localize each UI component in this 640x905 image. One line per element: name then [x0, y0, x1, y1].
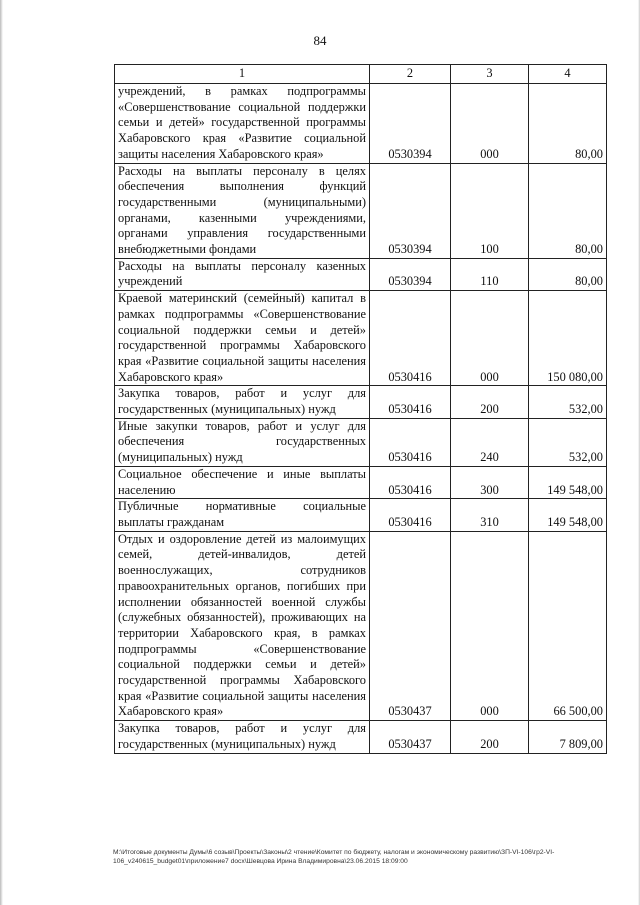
row-code: 0530416 — [370, 466, 451, 498]
row-code: 0530394 — [370, 258, 451, 290]
row-code: 0530437 — [370, 721, 451, 753]
row-name: Краевой материнский (семейный) капитал в рамках подпрограммы «Совершенствование социальной поддержки семьи и детей» государственной программы Хабаровского края «Развитие социальной защиты населения Хабаровского края» — [115, 291, 370, 386]
row-vr: 000 — [451, 531, 529, 720]
row-code: 0530416 — [370, 386, 451, 418]
row-vr: 110 — [451, 258, 529, 290]
row-code: 0530416 — [370, 418, 451, 466]
row-vr: 310 — [451, 499, 529, 531]
row-vr: 200 — [451, 721, 529, 753]
row-vr: 000 — [451, 84, 529, 164]
column-header-name: 1 — [115, 65, 370, 84]
row-amount: 532,00 — [529, 386, 607, 418]
row-amount: 80,00 — [529, 163, 607, 258]
file-path-footer: М:\Итоговые документы Думы\6 созыв\Проекты\Законы\2 чтение\Комитет по бюджету, налогам и экономическому развитию\ЗП-VI-106\гр2-VI-106_v240615_budget01\приложение7 docx\Шевцова Ирина Владимировна\23.06.2015 18:09:00 — [113, 849, 555, 865]
row-vr: 240 — [451, 418, 529, 466]
budget-table — [114, 64, 607, 754]
row-vr: 100 — [451, 163, 529, 258]
row-amount: 66 500,00 — [529, 531, 607, 720]
column-header-vr: 3 — [451, 65, 529, 84]
column-header-amount: 4 — [529, 65, 607, 84]
row-name: Закупка товаров, работ и услуг для государственных (муниципальных) нужд — [115, 386, 370, 418]
row-amount: 80,00 — [529, 258, 607, 290]
row-amount: 7 809,00 — [529, 721, 607, 753]
row-vr: 200 — [451, 386, 529, 418]
table-row — [115, 721, 607, 753]
row-vr: 000 — [451, 291, 529, 386]
scan-edge-left — [0, 0, 3, 905]
row-amount: 149 548,00 — [529, 466, 607, 498]
table-row — [115, 531, 607, 720]
row-name: Закупка товаров, работ и услуг для государственных (муниципальных) нужд — [115, 721, 370, 753]
row-code: 0530437 — [370, 531, 451, 720]
table-row — [115, 163, 607, 258]
row-vr: 300 — [451, 466, 529, 498]
row-code: 0530394 — [370, 84, 451, 164]
row-name: Расходы на выплаты персоналу казенных учреждений — [115, 258, 370, 290]
table-header-row — [115, 65, 607, 84]
table-row — [115, 258, 607, 290]
table-row — [115, 466, 607, 498]
row-name: Расходы на выплаты персоналу в целях обеспечения выполнения функций государственными (муниципальными) органами, казенными учреждениями, органами управления государственными внебюджетными фондами — [115, 163, 370, 258]
page-number: 84 — [313, 33, 327, 48]
row-name: Социальное обеспечение и иные выплаты населению — [115, 466, 370, 498]
column-header-code: 2 — [370, 65, 451, 84]
row-amount: 532,00 — [529, 418, 607, 466]
row-name: учреждений, в рамках подпрограммы «Совершенствование социальной поддержки семьи и детей» государственной программы Хабаровского края «Развитие социальной защиты населения Хабаровского края» — [115, 84, 370, 164]
row-amount: 149 548,00 — [529, 499, 607, 531]
row-code: 0530416 — [370, 291, 451, 386]
row-code: 0530416 — [370, 499, 451, 531]
table-row — [115, 418, 607, 466]
table-row — [115, 499, 607, 531]
row-amount: 80,00 — [529, 84, 607, 164]
row-name: Иные закупки товаров, работ и услуг для обеспечения государственных (муниципальных) нужд — [115, 418, 370, 466]
table-row — [115, 84, 607, 164]
row-name: Публичные нормативные социальные выплаты гражданам — [115, 499, 370, 531]
row-name: Отдых и оздоровление детей из малоимущих семей, детей-инвалидов, детей военнослужащих, сотрудников правоохранительных органов, погибших при исполнении обязанностей военной службы (служебных обязанностей), проживающих на территории Хабаровского края, в рамках подпрограммы «Совершенствование социальной поддержки семьи и детей» государственной программы Хабаровского края «Развитие социальной защиты населения Хабаровского края» — [115, 531, 370, 720]
row-amount: 150 080,00 — [529, 291, 607, 386]
table-row — [115, 291, 607, 386]
table-row — [115, 386, 607, 418]
row-code: 0530394 — [370, 163, 451, 258]
